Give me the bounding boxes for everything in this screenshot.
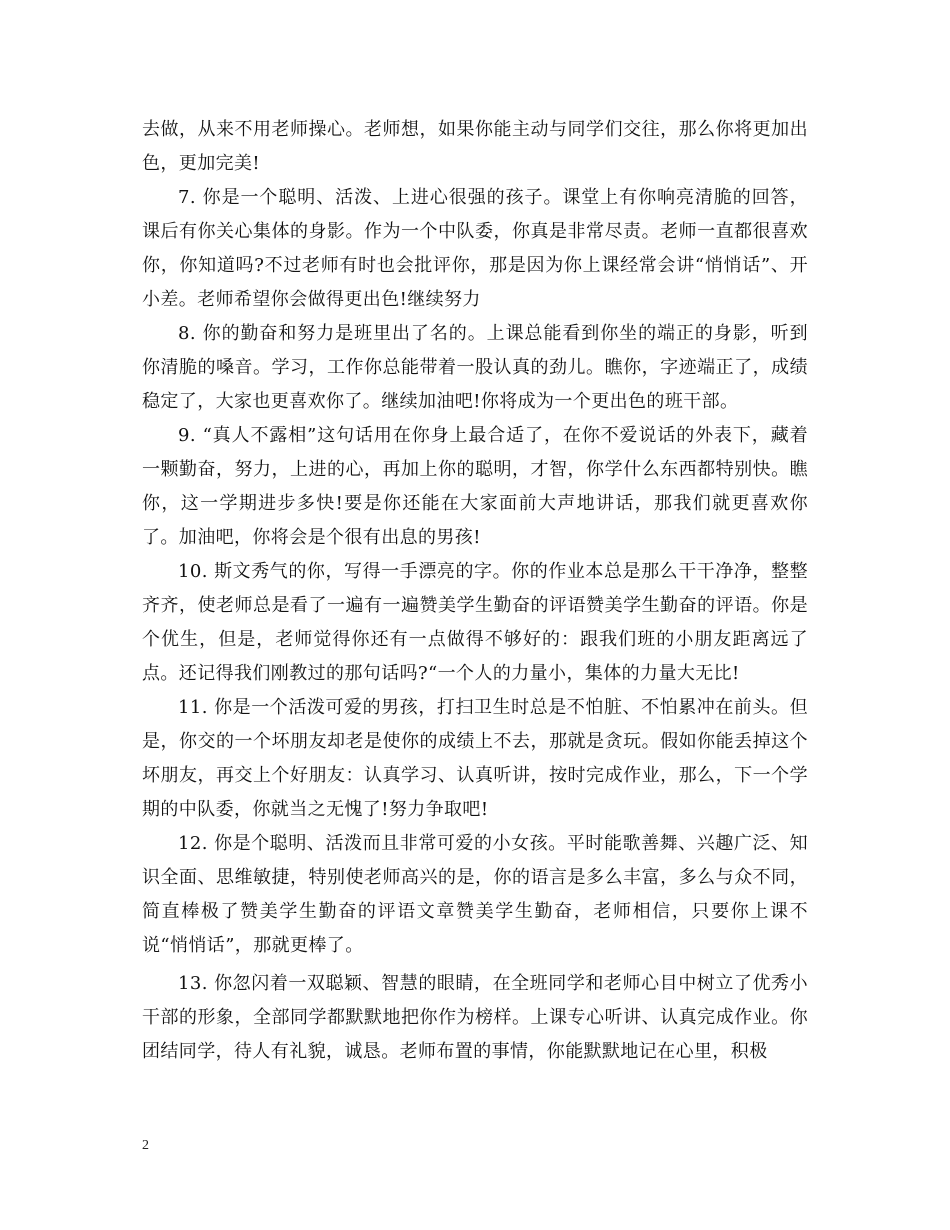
page-number: 2 — [142, 1138, 149, 1153]
paragraph-continuation: 去做，从来不用老师操心。老师想，如果你能主动与同学们交往，那么你将更加出色，更加完美! — [142, 119, 808, 174]
paragraph-item-11: 11. 你是一个活泼可爱的男孩，打扫卫生时总是不怕脏、不怕累冲在前头。但是，你交的一个坏朋友却老是使你的成绩上不去，那就是贪玩。假如你能丢掉这个坏朋友，再交上个好朋友：认真学习、认真听讲，按时完成作业，那么，下一个学期的中队委，你就当之无愧了!努力争取吧! — [142, 697, 808, 820]
paragraph-item-9: 9. “真人不露相”这句话用在你身上最合适了，在你不爱说话的外表下，藏着一颗勤奋，努力，上进的心，再加上你的聪明，才智，你学什么东西都特别快。瞧你，这一学期进步多快!要是你还能在大家面前大声地讲话，那我们就更喜欢你了。加油吧，你将会是个很有出息的男孩! — [142, 425, 808, 548]
paragraph-item-7: 7. 你是一个聪明、活泼、上进心很强的孩子。课堂上有你响亮清脆的回答，课后有你关心集体的身影。作为一个中队委，你真是非常尽责。老师一直都很喜欢你，你知道吗?不过老师有时也会批评你，那是因为你上课经常会讲“悄悄话”、开小差。老师希望你会做得更出色!继续努力 — [142, 187, 808, 310]
paragraph-item-8: 8. 你的勤奋和努力是班里出了名的。上课总能看到你坐的端正的身影，听到你清脆的嗓音。学习，工作你总能带着一股认真的劲儿。瞧你，字迹端正了，成绩稳定了，大家也更喜欢你了。继续加油吧!你将成为一个更出色的班干部。 — [142, 323, 808, 412]
paragraph-item-13: 13. 你忽闪着一双聪颖、智慧的眼睛，在全班同学和老师心目中树立了优秀小干部的形象，全部同学都默默地把你作为榜样。上课专心听讲、认真完成作业。你团结同学，待人有礼貌，诚恳。老师布置的事情，你能默默地记在心里，积极 — [142, 973, 808, 1062]
paragraph-item-10: 10. 斯文秀气的你，写得一手漂亮的字。你的作业本总是那么干干净净，整整齐齐，使老师总是看了一遍有一遍赞美学生勤奋的评语赞美学生勤奋的评语。你是个优生，但是，老师觉得你还有一点做得不够好的：跟我们班的小朋友距离远了点。还记得我们刚教过的那句话吗?“一个人的力量小，集体的力量大无比! — [142, 561, 808, 684]
paragraph-item-12: 12. 你是个聪明、活泼而且非常可爱的小女孩。平时能歌善舞、兴趣广泛、知识全面、思维敏捷，特别使老师高兴的是，你的语言是多么丰富，多么与众不同，简直棒极了赞美学生勤奋的评语文章赞美学生勤奋，老师相信，只要你上课不说“悄悄话”，那就更棒了。 — [142, 833, 808, 956]
document-body — [142, 113, 808, 1069]
